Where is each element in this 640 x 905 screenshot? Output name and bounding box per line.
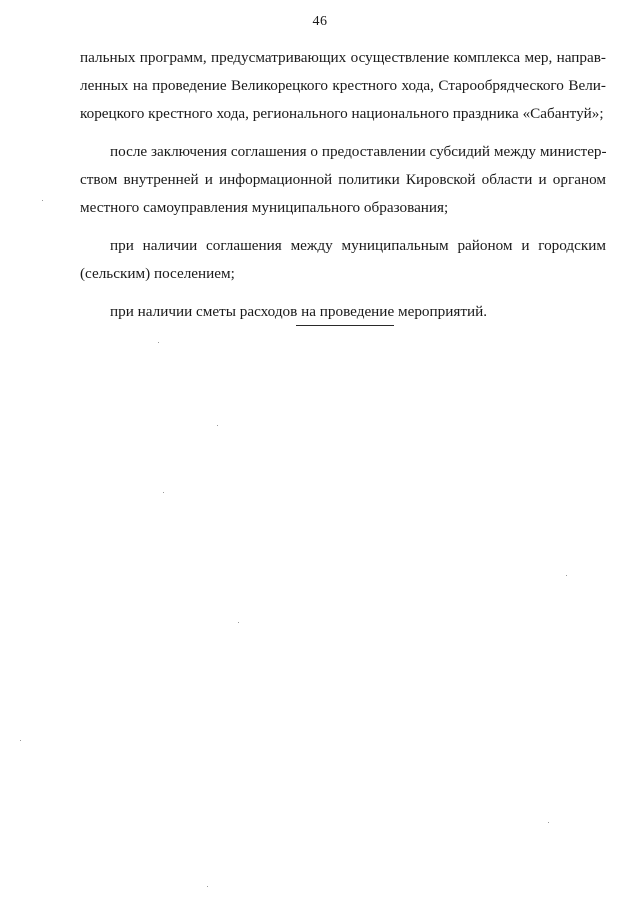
text-line: ством внутренней и информационной политики Кировской области и органом [80,171,606,188]
paragraph-continuation [80,44,606,128]
body-text [80,44,606,326]
paragraph-estimate-condition [80,298,606,326]
text-line: (сельским) поселением; [80,265,235,282]
section-separator-line [296,325,394,326]
text-line: ленных на проведение Великорецкого крестного хода, Старообрядческого Вели- [80,77,606,94]
paragraph-settlement-condition [80,232,606,288]
scan-speck [163,492,164,493]
text-line: пальных программ, предусматривающих осуществление комплекса мер, направ- [80,49,606,66]
text-line: после заключения соглашения о предоставлении субсидий между министер- [110,143,607,160]
text-line: при наличии соглашения между муниципальным районом и городским [110,237,606,254]
scan-speck [207,886,208,887]
scan-speck [566,575,567,576]
scan-speck [158,342,159,343]
text-line: корецкого крестного хода, регионального национального праздника «Сабантуй»; [80,105,604,122]
scan-speck [42,200,43,201]
scan-speck [238,622,239,623]
text-line: при наличии сметы расходов на проведение мероприятий. [110,303,488,320]
scan-speck [548,822,549,823]
page-number: 46 [312,14,328,29]
scan-speck [20,740,21,741]
text-line: местного самоуправления муниципального образования; [80,199,449,216]
paragraph-agreement-condition [80,138,606,222]
scan-speck [217,425,218,426]
